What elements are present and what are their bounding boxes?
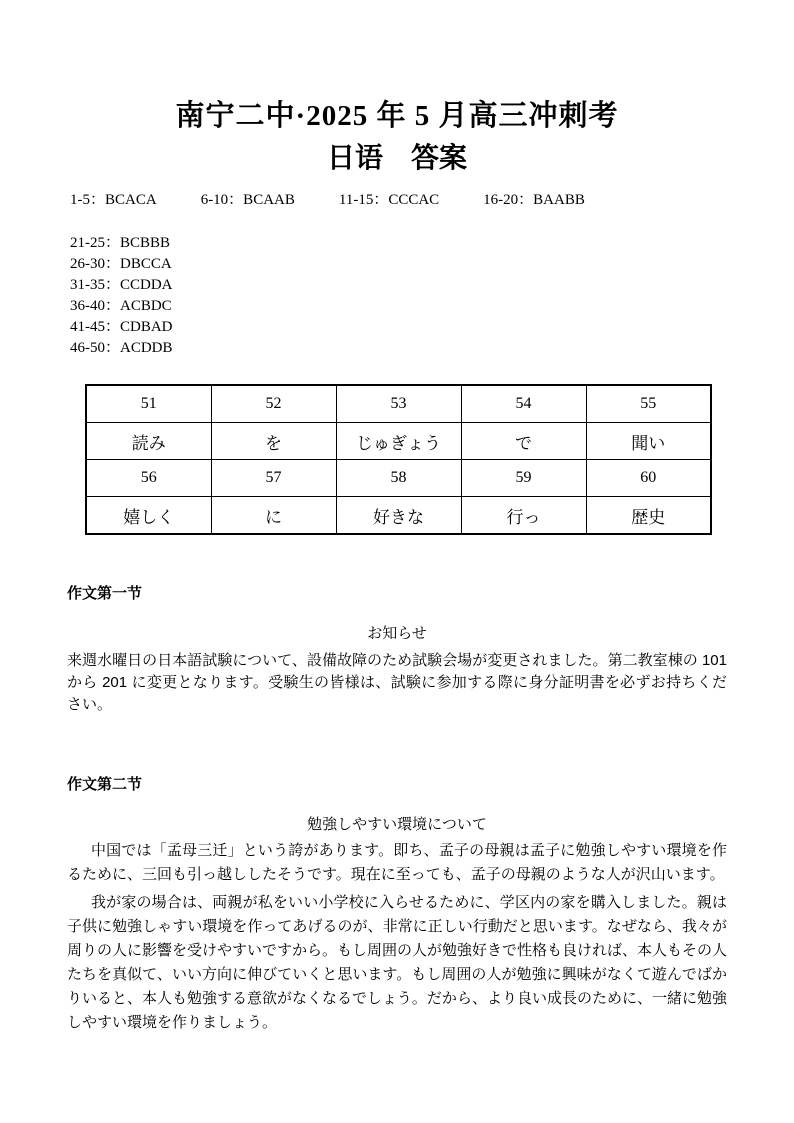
page-title: 南宁二中·2025 年 5 月高三冲刺考 xyxy=(175,100,619,132)
table-cell: 54 xyxy=(461,385,586,423)
table-cell: 嬉しく xyxy=(86,497,211,535)
table-cell: 57 xyxy=(211,460,336,497)
answer-group-16-20: 16-20：BAABB xyxy=(483,192,585,208)
section-2-essay-title: 勉強しやすい環境について xyxy=(307,816,487,833)
table-cell: で xyxy=(461,423,586,460)
composition-section-1 xyxy=(67,585,727,716)
answer-group-46-50: 46-50：ACDDB xyxy=(70,340,173,356)
answer-group-41-45: 41-45：CDBAD xyxy=(70,319,173,335)
answer-group-1-5: 1-5：BCACA xyxy=(70,192,157,208)
table-row-answers-56-60 xyxy=(86,497,711,535)
table-row-numbers-51-55 xyxy=(86,385,711,423)
table-cell: 聞い xyxy=(586,423,711,460)
table-cell: に xyxy=(211,497,336,535)
table-cell: 読み xyxy=(86,423,211,460)
answer-group-31-35: 31-35：CCDDA xyxy=(70,277,173,293)
composition-section-2 xyxy=(67,776,727,1035)
answer-group-11-15: 11-15：CCCAC xyxy=(338,192,440,208)
answers-table-51-60 xyxy=(85,384,712,535)
table-cell: 好きな xyxy=(336,497,461,535)
section-2-essay-paragraph-1: 中国では「孟母三迁」という誇があります。即ち、孟子の母親は孟子に勉強しやすい環境を作るために、三回も引っ越ししたそうです。現在に至っても、孟子の母親のような人が沢山います。 xyxy=(67,842,727,883)
section-1-essay-body: 来週水曜日の日本語試験について、設備故障のため試験会場が変更されました。第二教室棟の 101 から 201 に変更となります。受験生の皆様は、試験に参加する際に身分証明書を必ずお持ちください。 xyxy=(67,652,727,713)
table-cell: 55 xyxy=(586,385,711,423)
section-1-heading: 作文第一节 xyxy=(67,585,143,602)
answer-block-21-50 xyxy=(70,233,727,359)
section-2-essay-paragraph-2: 我が家の場合は、両親が私をいい小学校に入らせるために、学区内の家を購入しました。親は子供に勉強しゃすい環境を作ってあげるのが、非常に正しい行動だと思います。なぜなら、我々が周りの人に影響を受けやすいですから。もし周囲の人が勉強好きで性格も良ければ、本人もその人たちを真似て、いい方向に伸びていくと思います。もし周囲の人が勉強に興味がなくて遊んでばかりいると、本人も勉強する意欲がなくなるでしょう。だから、より良い成長のために、一緒に勉強しやすい環境を作りましょう。 xyxy=(67,894,728,1031)
table-cell: 歴史 xyxy=(586,497,711,535)
section-2-heading: 作文第二节 xyxy=(67,776,143,793)
table-cell: 59 xyxy=(461,460,586,497)
table-cell: 52 xyxy=(211,385,336,423)
table-cell: 行っ xyxy=(461,497,586,535)
table-cell: 51 xyxy=(86,385,211,423)
table-row-answers-51-55 xyxy=(86,423,711,460)
table-cell: 56 xyxy=(86,460,211,497)
table-cell: を xyxy=(211,423,336,460)
table-cell: 58 xyxy=(336,460,461,497)
answer-group-26-30: 26-30：DBCCA xyxy=(70,256,172,272)
table-row-numbers-56-60 xyxy=(86,460,711,497)
table-cell: じゅぎょう xyxy=(336,423,461,460)
section-1-essay-title: お知らせ xyxy=(367,625,427,642)
table-cell: 60 xyxy=(586,460,711,497)
page-subtitle: 日语 答案 xyxy=(326,143,467,174)
answer-group-36-40: 36-40：ACBDC xyxy=(70,298,172,314)
answer-group-6-10: 6-10：BCAAB xyxy=(200,192,295,208)
table-cell: 53 xyxy=(336,385,461,423)
answer-group-21-25: 21-25：BCBBB xyxy=(70,235,171,251)
answer-line-1-20 xyxy=(70,191,727,209)
